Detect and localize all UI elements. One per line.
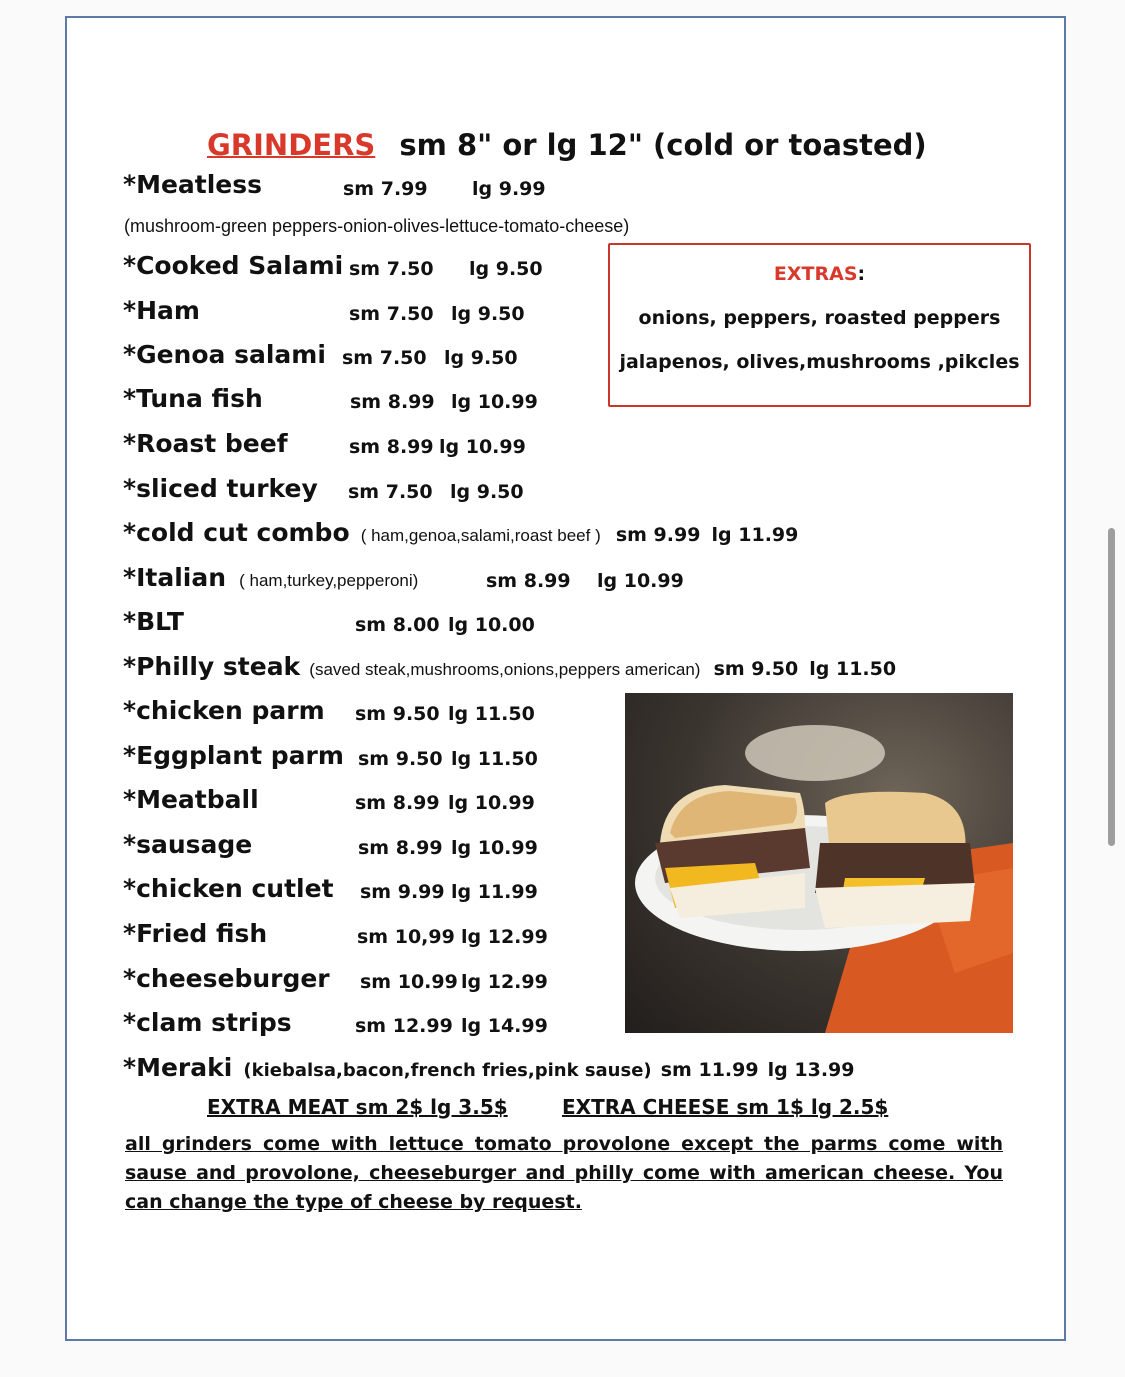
footnote: all grinders come with lettuce tomato provolone except the parms come with sause and provolone, cheeseburger and philly come with american cheese. You can change the type of cheese by request. [125,1133,1003,1213]
item-price-sm: sm 10.99 [360,971,458,993]
item-price-sm: sm 9.50 [713,658,799,680]
item-price-sm: sm 9.99 [615,524,701,546]
item-description: (saved steak,mushrooms,onions,peppers american) [309,660,701,679]
menu-item [123,170,262,199]
extras-box [608,243,1031,407]
item-price-sm: sm 7.50 [348,481,433,503]
item-name: *Roast beef [123,429,288,458]
menu-item [123,563,418,592]
item-price-sm: sm 8.99 [486,570,571,592]
extras-line: onions, peppers, roasted peppers [638,307,1001,329]
item-name: *Eggplant parm [123,741,344,770]
item-price-lg: lg 11.50 [448,703,535,725]
item-price-lg: lg 9.50 [444,347,518,369]
item-price-lg: lg 11.50 [809,658,897,680]
item-price-sm: sm 9.50 [355,703,440,725]
menu-page [65,16,1066,1341]
item-price-sm: sm 9.99 [360,881,445,903]
item-price-lg: lg 9.50 [451,303,525,325]
menu-title [207,128,927,162]
item-price-lg: lg 10.99 [448,792,535,814]
size-info: sm 8" or lg 12" (cold or toasted) [399,128,927,162]
item-price-sm: sm 9.50 [358,748,443,770]
menu-item [123,1053,855,1082]
item-price-sm: sm 7.50 [342,347,427,369]
item-name: *sausage [123,830,253,859]
item-name: *chicken cutlet [123,874,334,903]
item-name: *Italian [123,563,227,592]
item-price-lg: lg 10.99 [439,436,526,458]
item-name: *Philly steak [123,652,301,681]
item-description: ( ham,genoa,salami,roast beef ) [360,526,601,545]
item-price-lg: lg 13.99 [767,1059,855,1081]
item-price-lg: lg 9.50 [450,481,524,503]
item-name: *Cooked Salami [123,251,344,280]
item-name: *Tuna fish [123,384,263,413]
item-name: *Genoa salami [123,340,326,369]
item-description: (kiebalsa,bacon,french fries,pink sause) [243,1060,652,1081]
item-price-lg: lg 10.99 [597,570,684,592]
item-price-sm: sm 7.50 [349,258,434,280]
item-price-sm: sm 11.99 [660,1059,759,1081]
item-price-lg: lg 10.99 [451,837,538,859]
item-price-lg: lg 12.99 [461,926,548,948]
item-name: *Meraki [123,1053,233,1082]
item-price-sm: sm 7.50 [349,303,434,325]
item-name: *cold cut combo [123,518,350,547]
item-price-lg: lg 9.99 [472,178,546,200]
item-price-lg: lg 10.00 [448,614,535,636]
item-name: *chicken parm [123,696,325,725]
roast-beef-sandwich-photo [625,693,1013,1033]
menu-item [123,652,896,681]
item-name: *Ham [123,296,200,325]
extras-title: EXTRAS: [773,263,866,285]
item-name: *Fried fish [123,919,268,948]
item-price-lg: lg 14.99 [461,1015,548,1037]
item-description: (mushroom-green peppers-onion-olives-lettuce-tomato-cheese) [124,216,630,236]
scrollbar[interactable] [1108,528,1115,846]
item-name: *Meatless [123,170,263,199]
item-price-lg: lg 9.50 [469,258,543,280]
item-price-lg: lg 12.99 [461,971,548,993]
item-name: *BLT [123,607,184,636]
item-price-sm: sm 8.99 [350,391,435,413]
item-name: *clam strips [123,1008,292,1037]
extra-meat-price: EXTRA MEAT sm 2$ lg 3.5$ [207,1095,508,1119]
sandwich-illustration [625,693,1013,1033]
item-price-sm: sm 8.99 [358,837,443,859]
extras-line: jalapenos, olives,mushrooms ,pikcles [619,351,1020,373]
item-price-lg: lg 10.99 [451,391,538,413]
item-price-sm: sm 8.00 [355,614,440,636]
item-price-sm: sm 8.99 [349,436,434,458]
item-name: *sliced turkey [123,474,318,503]
item-price-lg: lg 11.99 [451,881,538,903]
item-price-sm: sm 8.99 [355,792,440,814]
grinders-heading: GRINDERS [207,128,376,162]
item-price-sm: sm 10,99 [357,926,455,948]
item-price-lg: lg 11.99 [711,524,799,546]
extra-cheese-price: EXTRA CHEESE sm 1$ lg 2.5$ [562,1095,889,1119]
menu-item [123,518,798,547]
item-description: ( ham,turkey,pepperoni) [239,571,419,590]
item-price-sm: sm 12.99 [355,1015,453,1037]
item-name: *Meatball [123,785,259,814]
item-name: *cheeseburger [123,964,330,993]
item-price-lg: lg 11.50 [451,748,538,770]
item-price-sm: sm 7.99 [343,178,428,200]
